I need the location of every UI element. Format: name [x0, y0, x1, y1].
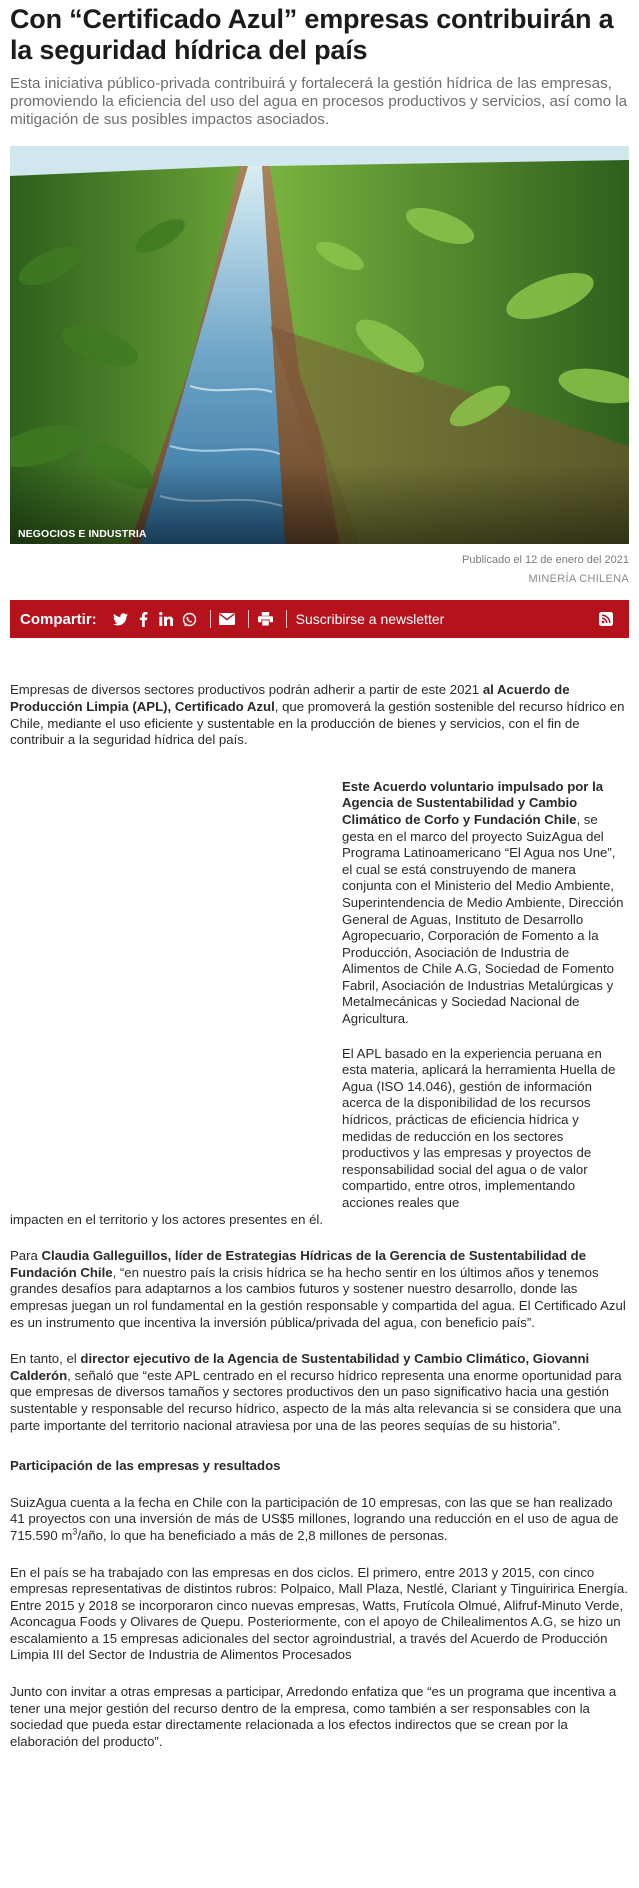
- paragraph: En el país se ha trabajado con las empresas en dos ciclos. El primero, entre 2013 y 2015, con cinco empresas representativas de distintos rubros: Polpaico, Mall Plaza, Nestlé, Clariant y Tinguiririca Energía. Entre 2015 y 2018 se incorporaron cinco nuevas empresas, Watts, Frutícola Olmué, Alifruf-Minuto Verde, Aconcagua Foods y Olivares de Quepu. Posteriormente, con el apoyo de Chilealimentos A.G, se hizo un escalamiento a 15 empresas adicionales del sector agroindustrial, a través del Acuerdo de Producción Limpia III del Sector de Industria de Alimentos Procesados: [10, 1564, 628, 1663]
- paragraph: El APL basado en la experiencia peruana en esta materia, aplicará la herramienta Huella de Agua (ISO 14.046), gestión de información acerca de la disponibilidad de los recursos hídricos, prácticas de eficiencia hídrica y medidas de reducción en los sectores productivos y las empresas y proyectos de responsabilidad social del agua o de valor compartido, entre otros, implementando acciones reales que: [342, 1045, 616, 1211]
- email-icon[interactable]: [218, 610, 237, 629]
- paragraph: Junto con invitar a otras empresas a participar, Arredondo enfatiza que “es un programa que incentiva a tener una mejor gestión del recurso dentro de la empresa, como también a ser responsables con la sociedad que pueda estar directamente relacionada a los efectos indirectos que se crean por la elaboración del producto”.: [10, 1684, 617, 1749]
- share-divider: [286, 610, 287, 628]
- article-lead: Esta iniciativa público-privada contribuirá y fortalecerá la gestión hídrica de las empresas, promoviendo la eficiencia del uso del agua en procesos productivos y servicios, así como la mitigación de sus posibles impactos asociados.: [10, 75, 628, 128]
- article-title: Con “Certificado Azul” empresas contribuirán a la seguridad hídrica del país: [10, 4, 614, 65]
- paragraph: SuizAgua cuenta a la fecha en Chile con la participación de 10 empresas, con las que se han realizado 41 proyectos con una inversión de más de US$5 millones, logrando una reducción en el uso de agua de 715.590 $m^3$/año, lo que ha beneficiado a más de 2,8 millones de personas.: [10, 1494, 619, 1543]
- section-heading: Participación de las empresas y resultados: [10, 1458, 281, 1474]
- paragraph-continuation: impacten en el territorio y los actores presentes en él.: [10, 1211, 323, 1227]
- category-label: NEGOCIOS E INDUSTRIA: [18, 528, 147, 541]
- print-icon[interactable]: [256, 610, 275, 629]
- facebook-icon[interactable]: [134, 610, 153, 629]
- share-label: Compartir:: [20, 610, 97, 628]
- paragraph: Empresas de diversos sectores productivos podrán adherir a partir de este 2021 al Acuerdo de Producción Limpia (APL), Certificado Azul, que promoverá la gestión sostenible del recurso hídrico en Chile, mediante el uso eficiente y sustentable en la producción de bienes y servicios, con el fin de contribuir a la seguridad hídrica del país.: [10, 682, 625, 748]
- rss-icon[interactable]: [596, 610, 615, 629]
- publish-date: Publicado el 12 de enero del 2021: [462, 554, 629, 567]
- twitter-icon[interactable]: [111, 610, 130, 629]
- paragraph: Este Acuerdo voluntario impulsado por la Agencia de Sustentabilidad y Cambio Climático de Corfo y Fundación Chile, se gesta en el marco del proyecto SuizAgua del Programa Latinoamericano “El Agua nos Une”, el cual se está construyendo de manera conjunta con el Ministerio del Medio Ambiente, Superintendencia de Medio Ambiente, Dirección General de Aguas, Instituto de Desarrollo Agropecuario, Corporación de Fomento a la Producción, Asociación de Industria de Alimentos de Chile A.G, Sociedad de Fomento Fabril, Asociación de Industrias Metalúrgicas y Metalmecánicas y Sociedad Nacional de Agricultura.: [342, 778, 624, 1027]
- article-body: [10, 682, 629, 1750]
- paragraph: Para Claudia Galleguillos, líder de Estrategias Hídricas de la Gerencia de Sustentabilidad de Fundación Chile, “en nuestro país la crisis hídrica se ha hecho sentir en los últimos años y tenemos grandes desafíos para adaptarnos a los cambios futuros y sostener nuestro desarrollo, donde las empresas juegan un rol fundamental en la gestión responsable y compartida del agua. El Certificado Azul es un instrumento que incentiva la inversión pública/privada del agua, con beneficio país”.: [10, 1248, 626, 1330]
- newsletter-link[interactable]: Suscribirse a newsletter: [295, 611, 445, 628]
- share-divider: [248, 610, 249, 628]
- inset-column: [10, 779, 629, 1212]
- share-divider: [210, 610, 211, 628]
- share-bar: [10, 600, 629, 638]
- linkedin-icon[interactable]: [157, 610, 176, 629]
- hero-image: [10, 146, 629, 544]
- irrigation-field-illustration: [10, 146, 629, 544]
- source-label: MINERÍA CHILENA: [528, 573, 629, 586]
- paragraph: En tanto, el director ejecutivo de la Agencia de Sustentabilidad y Cambio Climático, Giovanni Calderón, señaló que “este APL centrado en el recurso hídrico representa una enorme oportunidad para que empresas de diversos tamaños y sectores productivos den un paso significativo hacia una gestión sustentable y responsable del recurso hídrico, aspecto de la más alta relevancia si se considera que una parte importante del territorio nacional atraviesa por una de las peores sequías de su historia”.: [10, 1351, 622, 1433]
- whatsapp-icon[interactable]: [180, 610, 199, 629]
